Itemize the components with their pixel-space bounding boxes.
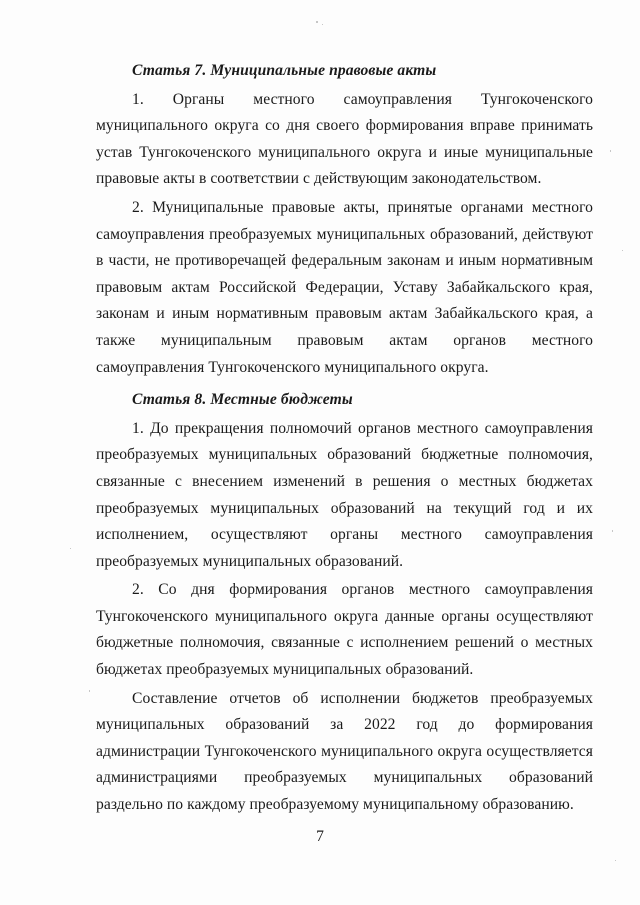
scan-speck	[615, 860, 616, 861]
article-7-heading: Статья 7. Муниципальные правовые акты	[132, 62, 437, 79]
article-8-paragraph-1: 1. До прекращения полномочий органов местного самоуправления преобразуемых муниципальных образований бюджетные полномочия, связанные с внесением изменений в решения о местных бюджетах преобразуемых муниципальных образований на текущий год и их исполнением, осуществляют органы местного самоуправления преобразуемых муниципальных образований.	[96, 419, 593, 570]
article-7-paragraph-1: 1. Органы местного самоуправления Тунгокоченского муниципального округа со дня своего формирования вправе принимать устав Тунгокоченского муниципального округа и иные муниципальные правовые акты в соответствии с действующим законодательством.	[96, 90, 593, 188]
document-body	[96, 58, 593, 819]
scan-speck	[89, 690, 90, 692]
scan-speck	[610, 150, 611, 152]
article-8-heading: Статья 8. Местные бюджеты	[132, 391, 353, 409]
scan-speck	[70, 548, 71, 549]
article-8-paragraph-2: 2. Со дня формирования органов местного самоуправления Тунгокоченского муниципального округа данные органы осуществляют бюджетные полномочия, связанные с исполнением решений о местных бюджетах преобразуемых муниципальных образований.	[96, 581, 593, 679]
article-7-paragraph-2: 2. Муниципальные правовые акты, принятые органами местного самоуправления преобразуемых муниципальных образований, действуют в части, не противоречащей федеральным законам и иным нормативным правовым актам Российской Федерации, Уставу Забайкальского края, законам и иным нормативным правовым актам Забайкальского края, а также муниципальным правовым актам органов местного самоуправления Тунгокоченского муниципального округа.	[96, 198, 593, 376]
scan-speck	[622, 250, 623, 251]
scan-speck	[322, 24, 323, 25]
page-number: 7	[316, 828, 324, 845]
article-8-paragraph-3: Составление отчетов об исполнении бюджетов преобразуемых муниципальных образований за 2022 год до формирования администрации Тунгокоченского муниципального округа осуществляется администрациями преобразуемых муниципальных образований раздельно по каждому преобразуемому муниципальному образованию.	[96, 689, 593, 814]
scan-speck	[316, 21, 318, 23]
scan-speck	[612, 530, 613, 532]
